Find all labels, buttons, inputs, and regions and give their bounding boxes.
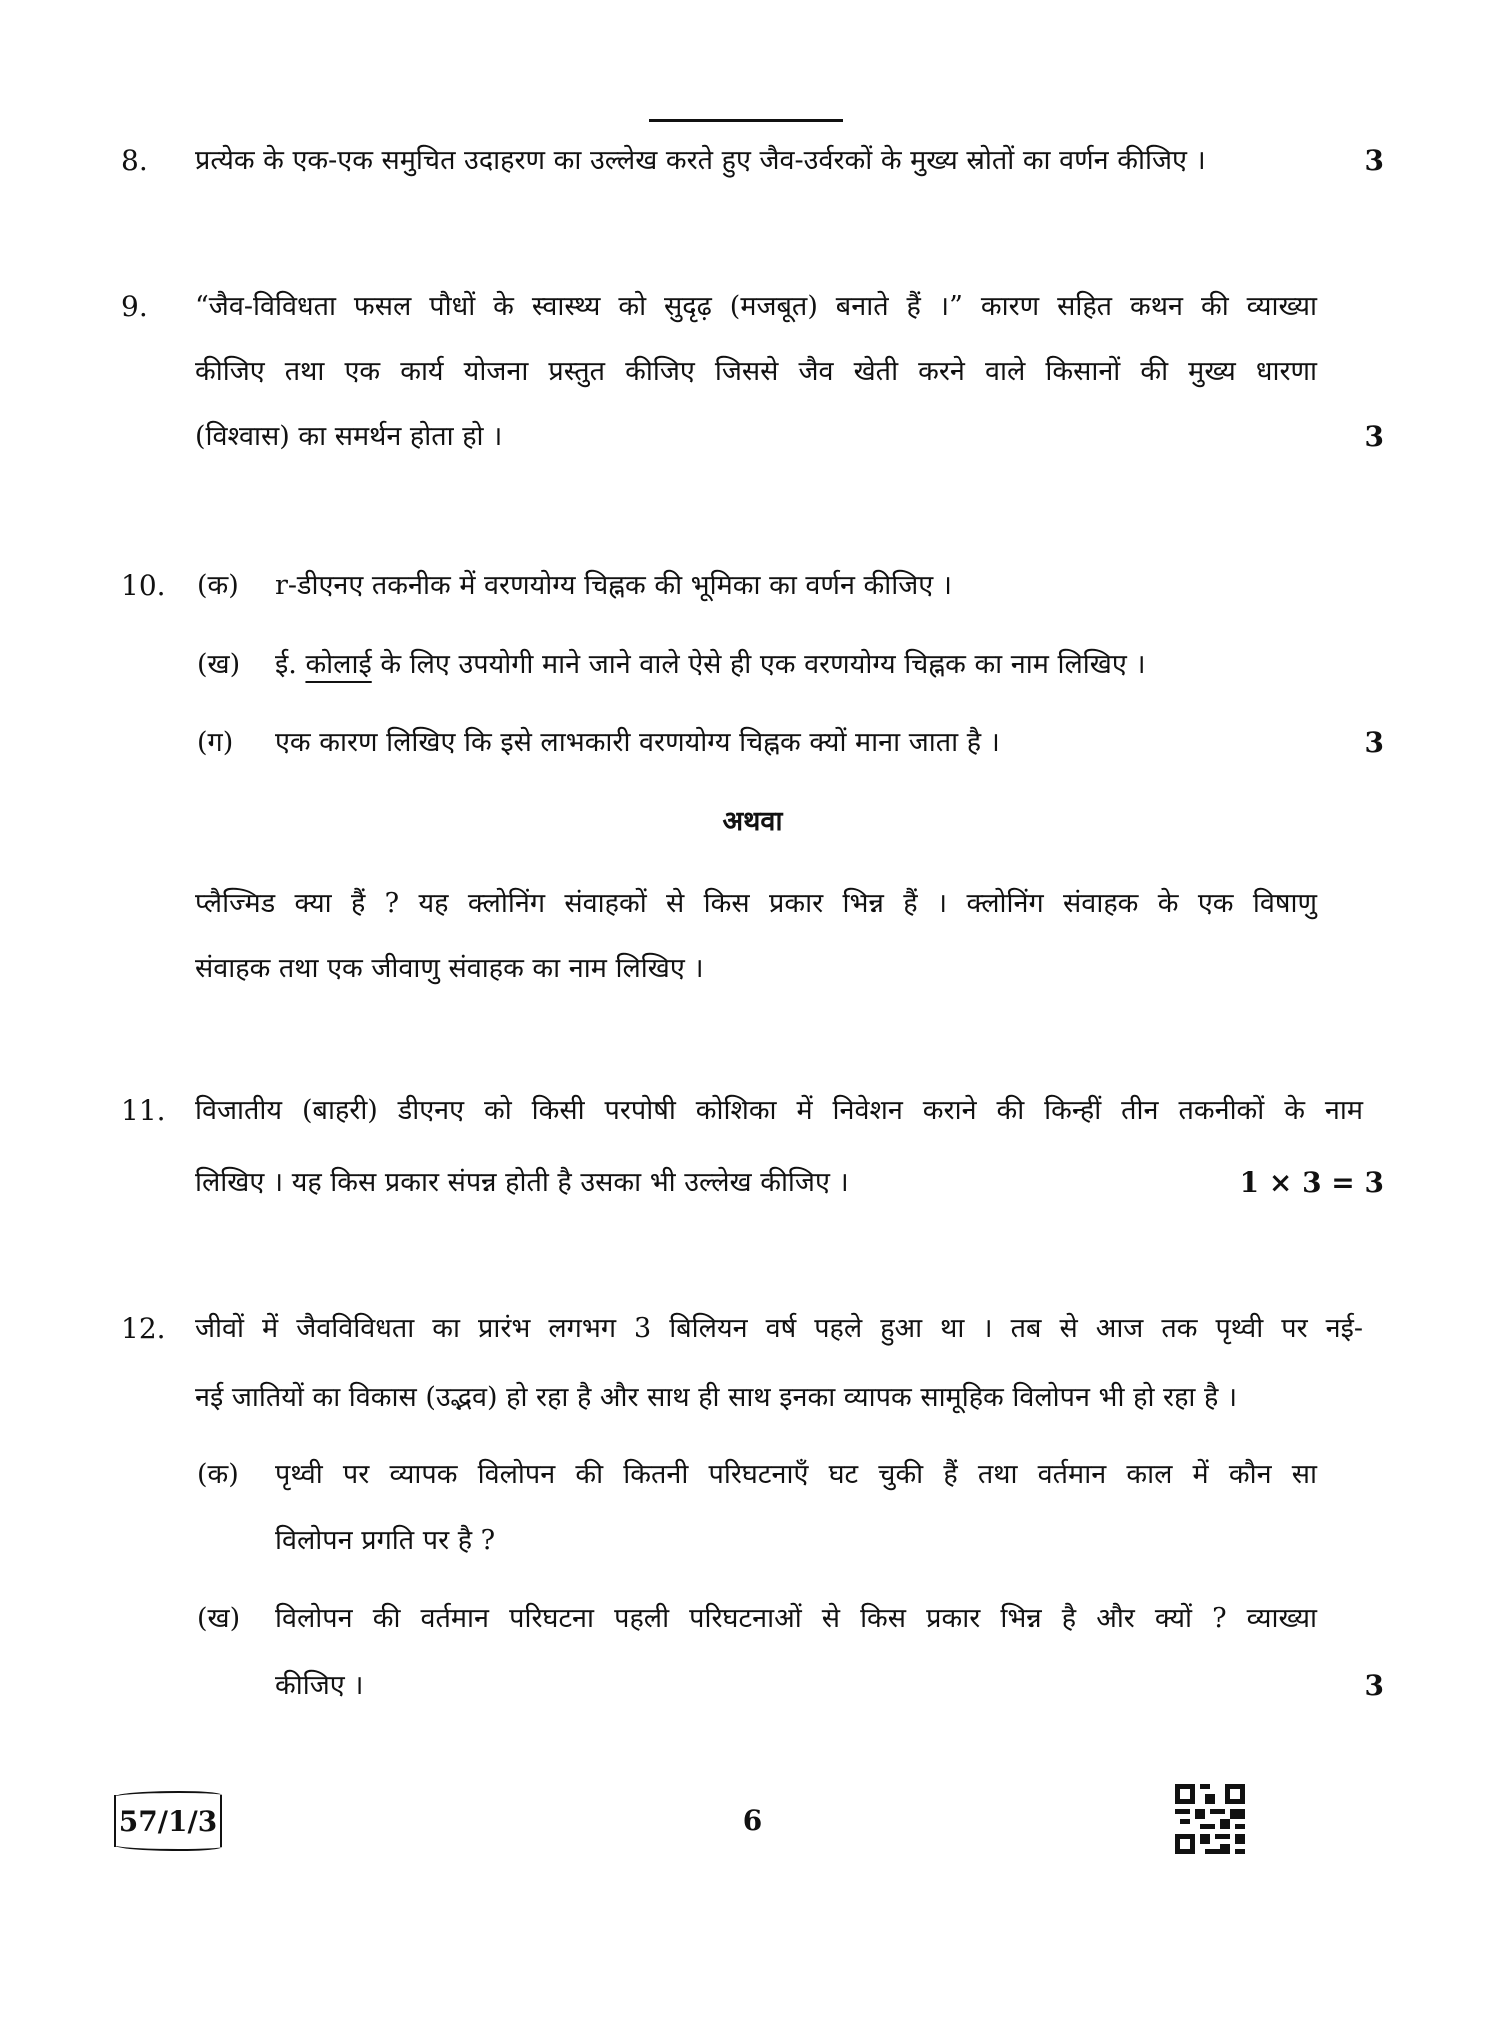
part-text-post: के लिए उपयोगी माने जाने वाले ऐसे ही एक वरणयोग्य चिह्नक का नाम लिखिए । [371,649,1146,680]
part-label: (ग) [197,727,234,758]
or-text-line: संवाहक तथा एक जीवाणु संवाहक का नाम लिखिए । [195,953,704,984]
question-text-line: (विश्वास) का समर्थन होता हो । [195,421,503,452]
marks: 3 [1364,420,1384,453]
marks: 3 [1364,726,1384,759]
part-label: (ख) [197,649,241,680]
question-text-line: नई जातियों का विकास (उद्भव) हो रहा है और साथ ही साथ इनका व्यापक सामूहिक विलोपन भी हो रहा है । [195,1382,1238,1413]
question-number: 11. [121,1094,166,1127]
part-label: (ख) [197,1603,241,1634]
part-text-line: विलोपन प्रगति पर है ? [275,1525,496,1556]
or-text-line: प्लैज्मिड क्या हैं ? यह क्लोनिंग संवाहकों से किस प्रकार भिन्न हैं । क्लोनिंग संवाहक के एक विषाणु [195,888,1317,919]
or-label: अथवा [722,806,783,837]
part-label: (क) [197,570,239,601]
marks: 3 [1364,1669,1384,1702]
part-text-line: विलोपन की वर्तमान परिघटना पहली परिघटनाओं से किस प्रकार भिन्न है और क्यों ? व्याख्या [275,1603,1317,1634]
part-text-line: कीजिए । [275,1670,364,1701]
paper-code: 57/1/3 [118,1804,218,1838]
question-number: 12. [121,1312,166,1345]
question-number: 10. [121,569,166,602]
top-rule [649,119,843,122]
question-number: 8. [121,144,148,177]
part-text: r-डीएनए तकनीक में वरणयोग्य चिह्नक की भूमिका का वर्णन कीजिए । [275,570,953,601]
marks: 1 × 3 = 3 [1239,1166,1384,1199]
part-label: (क) [197,1459,239,1490]
page-number: 6 [742,1804,763,1837]
underlined-term: कोलाई [305,649,372,680]
marks: 3 [1364,144,1384,177]
part-text: एक कारण लिखिए कि इसे लाभकारी वरणयोग्य चिह्नक क्यों माना जाता है । [275,727,1000,758]
qr-code-icon [1175,1784,1245,1854]
question-number: 9. [121,290,148,323]
question-text-line: कीजिए तथा एक कार्य योजना प्रस्तुत कीजिए जिससे जैव खेती करने वाले किसानों की मुख्य धारणा [195,356,1317,387]
part-text-pre: ई. [275,649,306,680]
question-text-line: “जैव-विविधता फसल पौधों के स्वास्थ्य को सुदृढ़ (मजबूत) बनाते हैं ।” कारण सहित कथन की व्याख्या [195,291,1317,322]
question-text-line: विजातीय (बाहरी) डीएनए को किसी परपोषी कोशिका में निवेशन कराने की किन्हीं तीन तकनीकों के नाम [195,1095,1363,1126]
question-text: प्रत्येक के एक-एक समुचित उदाहरण का उल्लेख करते हुए जैव-उर्वरकों के मुख्य स्रोतों का वर्णन कीजिए । [195,145,1206,176]
question-text-line: लिखिए । यह किस प्रकार संपन्न होती है उसका भी उल्लेख कीजिए । [195,1167,849,1198]
part-text [275,647,1146,683]
part-text-line: पृथ्वी पर व्यापक विलोपन की कितनी परिघटनाएँ घट चुकी हैं तथा वर्तमान काल में कौन सा [275,1459,1317,1490]
question-text-line: जीवों में जैवविविधता का प्रारंभ लगभग 3 बिलियन वर्ष पहले हुआ था । तब से आज तक पृथ्वी पर नई- [195,1313,1363,1344]
